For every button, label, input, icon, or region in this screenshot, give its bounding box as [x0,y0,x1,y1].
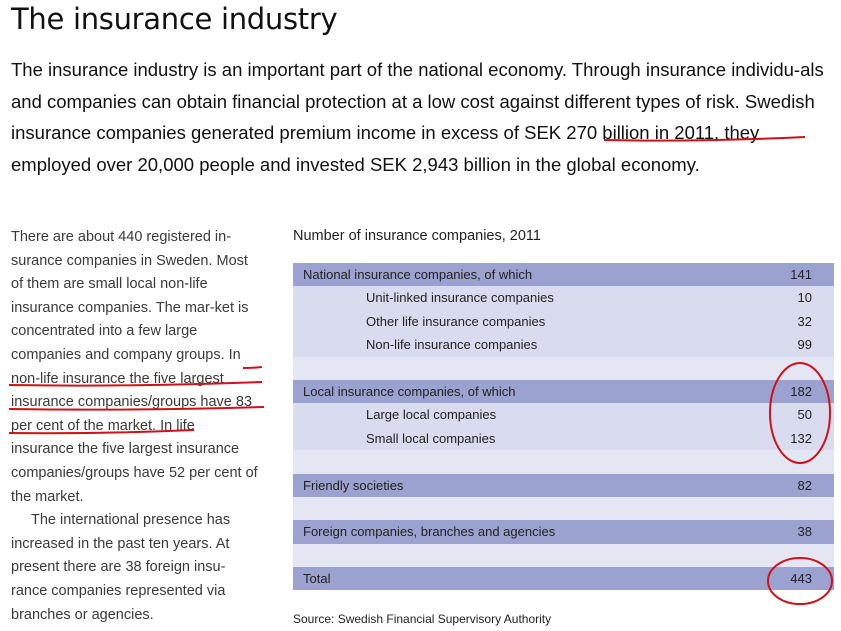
table-row [293,333,834,356]
table-row [293,403,834,426]
left-column-text [11,226,261,627]
row-label: National insurance companies, of which [303,267,533,282]
row-value: 82 [797,477,812,493]
table-spacer-row [293,497,834,520]
table-row [293,474,834,497]
insurance-companies-table [293,263,834,590]
row-value: 32 [797,313,812,329]
table-spacer-row [293,450,834,473]
table-row [293,286,834,309]
paragraph-2: The international presence has increased in the past ten years. At present there are 38 foreign insu-rance companies represented via branches or agencies. [11,512,231,623]
row-label: Other life insurance companies [366,313,546,329]
row-value: 50 [797,407,812,423]
table-row [293,427,834,450]
table-row [293,310,834,333]
lead-text-2: they employed over 20,000 people and invested SEK 2,943 billion in the global economy. [11,122,760,175]
paragraph-1-highlight: In non-life insurance the five largest insurance companies/groups have 83 per cent of the market. [11,346,253,434]
table-row [293,520,834,543]
row-value: 99 [797,337,812,353]
paragraph-1-text-b: In life insurance the five largest insurance companies/groups have 52 per cent of the market. [11,417,258,505]
table-title: Number of insurance companies, 2011 [293,228,541,244]
table-row [293,263,834,286]
row-value: 38 [797,524,812,540]
row-label: Unit-linked insurance companies [366,290,554,306]
lead-highlight: SEK 270 billion in 2011, [524,122,720,143]
table-spacer-row [293,357,834,380]
row-label: Foreign companies, branches and agencies [303,524,556,540]
lead-paragraph [11,54,833,180]
row-label: Small local companies [366,430,496,446]
table-source: Source: Swedish Financial Supervisory Authority [293,612,552,626]
table-spacer-row [293,544,834,567]
row-label: Total [303,571,331,587]
row-label: Large local companies [366,407,497,423]
lead-text-1: The insurance industry is an important part of the national economy. Through insurance individu-als and companies can obtain financial protection at a low cost against different types of risk. Swedish insurance companies generated premium income in excess of [11,59,824,143]
table-row [293,380,834,403]
row-label: Local insurance companies, of which [303,383,516,399]
page-title: The insurance industry [11,2,338,36]
row-value: 10 [797,290,812,306]
paragraph-1 [11,226,261,509]
row-value: 182 [790,383,812,399]
table-row [293,567,834,590]
row-label: Non-life insurance companies [366,337,538,353]
paragraph-1-text-a: There are about 440 registered in-surance companies in Sweden. Most of them are small local non-life insurance companies. The mar-ket is concentrated into a few large companies and company groups. [11,229,249,363]
row-label: Friendly societies [303,477,404,493]
row-value: 443 [790,571,812,587]
row-value: 141 [790,267,812,282]
row-value: 132 [790,430,812,446]
